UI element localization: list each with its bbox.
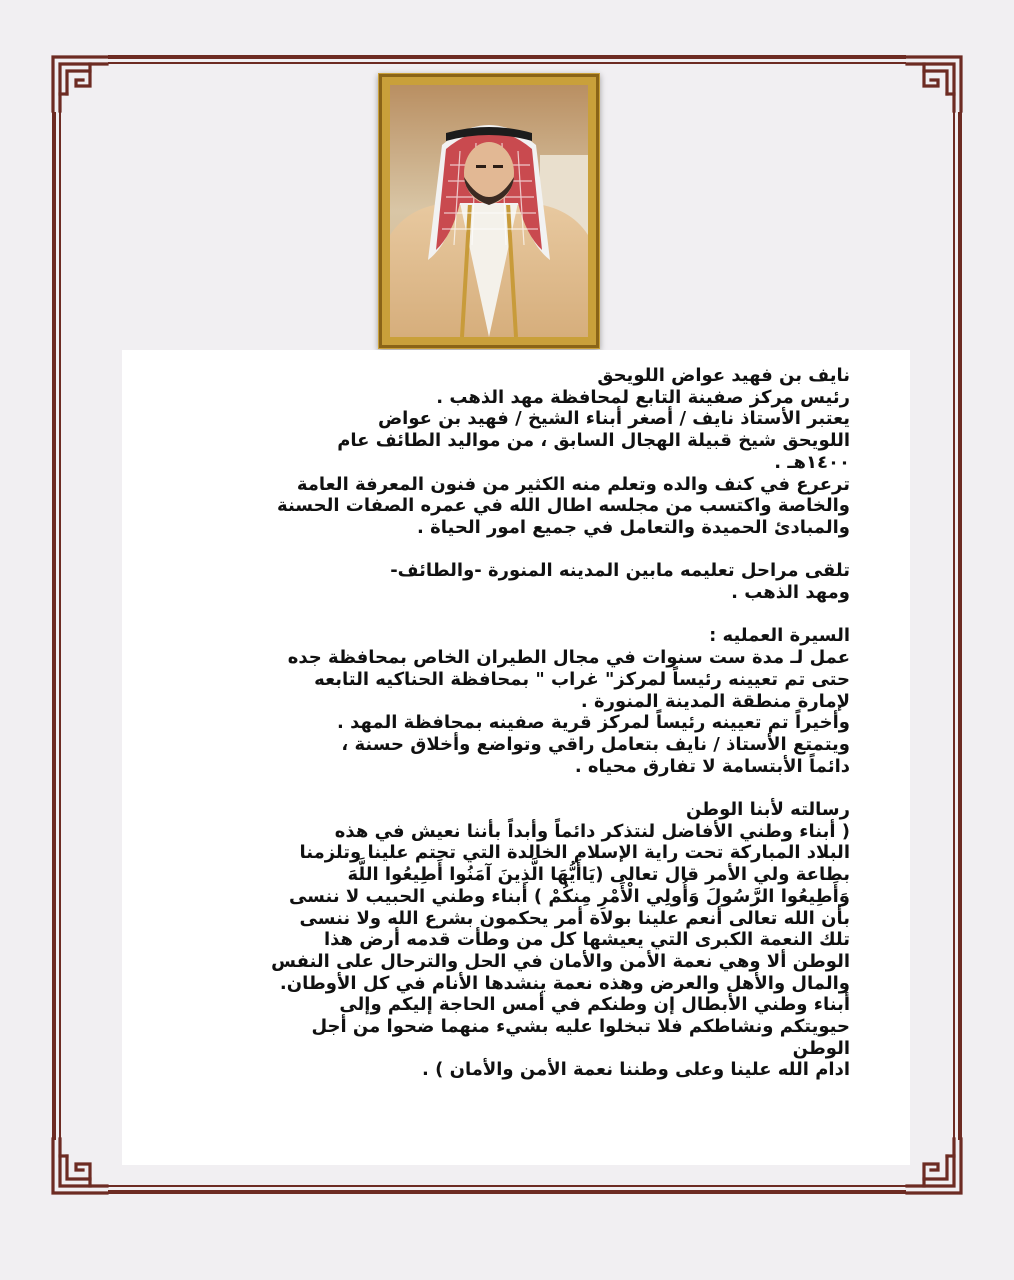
paragraph-gap [180,604,850,626]
intro-line: يعتبر الأستاذ نايف / أصغر أبناء الشيخ / فهيد بن عواض [377,408,850,430]
frame-bottom-inner [108,1185,906,1187]
career-line: ويتمتع الأستاذ / نايف بتعامل راقي وتواضع وأخلاق حسنة ، [341,733,850,755]
message-line: ( أبناء وطني الأفاضل لنتذكر دائماً وأبداً بأننا نعيش في هذه [334,820,850,842]
career-line: حتى تم تعيينه رئيساً لمركز" غراب " بمحافظة الحناكيه التابعه [314,668,850,690]
message-line: بأن الله تعالى أنعم علينا بولاة أمر يحكمون بشرع الله ولا ننسى [299,907,850,929]
message-line: تلك النعمة الكبرى التي يعيشها كل من وطأت قدمه أرض هذا [323,929,850,951]
paragraph-gap [180,777,850,799]
biography-text [180,365,850,1081]
message-line: ادام الله علينا وعلى وطننا نعمة الأمن والأمان ) . [421,1059,850,1081]
frame-right-outer [958,112,962,1140]
education-line: تلقى مراحل تعليمه مابين المدينه المنورة -والطائف- [390,560,850,582]
message-line: البلاد المباركة تحت راية الإسلام الخالدة التي تحتم علينا وتلزمنا [299,842,850,864]
frame-top-inner [108,62,906,64]
career-line: لإمارة منطقة المدينة المنورة . [580,690,850,712]
upbringing-line: ترعرع في كنف والده وتعلم منه الكثير من فنون المعرفة العامة [296,473,850,495]
message-line: وَأَطِيعُوا الرَّسُولَ وَأُولِي الْأَمْرِ مِنكُمْ ) أبناء وطني الحبيب لا ننسى [288,885,850,907]
education-line: ومهد الذهب . [731,582,850,604]
career-line: وأخيراً تم تعيينه رئيساً لمركز قرية صفينه بمحافظة المهد . [337,712,850,734]
frame-left-inner [59,112,61,1140]
career-line: عمل لـ مدة ست سنوات في مجال الطيران الخاص بمحافظة جده [287,647,850,669]
message-line: والمال والأهل والعرض وهذه نعمة ينشدها الأنام في كل الأوطان. [279,972,850,994]
upbringing-line: والمبادئ الحميدة والتعامل في جميع امور الحياة . [417,516,850,538]
intro-line: اللويحق شيخ قبيلة الهجال السابق ، من مواليد الطائف عام [337,430,850,452]
corner-ornament-bottom-left-icon [50,1136,110,1196]
frame-bottom-outer [108,1190,906,1194]
message-line: حيويتكم ونشاطكم فلا تبخلوا عليه بشيء منهما ضحوا من أجل [311,1016,850,1038]
message-line: الوطن [792,1037,850,1059]
corner-ornament-bottom-right-icon [904,1136,964,1196]
career-heading: السيرة العمليه : [709,625,850,647]
corner-ornament-top-right-icon [904,54,964,114]
intro-line: ١٤٠٠هـ . [774,451,850,473]
message-line: الوطن ألا وهي نعمة الأمن والأمان في الحل والترحال على النفس [271,950,850,972]
message-line: بطاعة ولي الأمر قال تعالى (يَاأَيُّهَا الَّذِينَ آمَنُوا أَطِيعُوا اللَّهَ [347,864,850,886]
frame-right-inner [953,112,955,1140]
message-line: أبناء وطني الأبطال إن وطنكم في أمس الحاجة إليكم وإلى [339,994,850,1016]
message-heading: رسالته لأبنا الوطن [685,799,850,821]
career-line: دائماً الأبتسامة لا تفارق محياه . [574,755,850,777]
portrait-photo-icon [390,85,588,337]
intro-line: رئيس مركز صفينة التابع لمحافظة مهد الذهب . [436,386,850,408]
person-name: نايف بن فهيد عواض اللويحق [597,365,850,386]
upbringing-line: والخاصة واكتسب من مجلسه اطال الله في عمره الصفات الحسنة [277,495,850,517]
frame-top-outer [108,55,906,59]
paragraph-gap [180,539,850,561]
corner-ornament-top-left-icon [50,54,110,114]
frame-left-outer [52,112,56,1140]
portrait [378,73,600,349]
